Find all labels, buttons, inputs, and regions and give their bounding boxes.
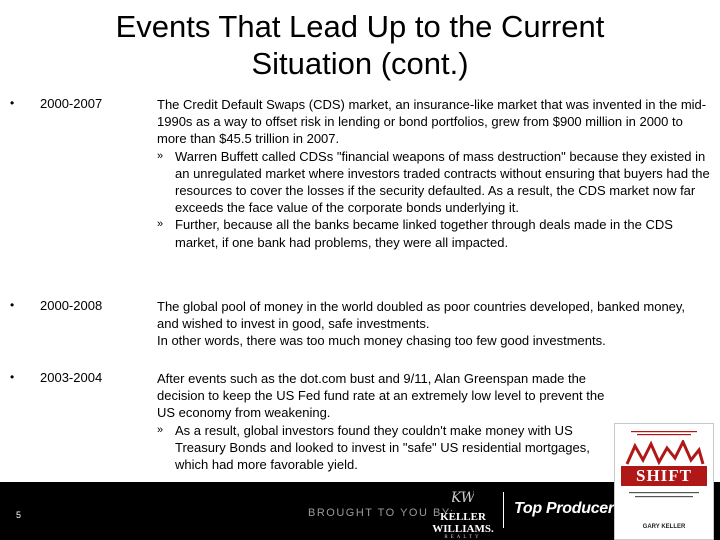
entry-year: 2000-2007	[40, 96, 103, 111]
bullet: •	[10, 370, 15, 384]
sub-bullet: »	[157, 423, 164, 436]
kw-monogram-icon	[452, 488, 474, 506]
entry-body	[157, 96, 710, 251]
sub-bullet: »	[157, 149, 164, 162]
bullet: •	[10, 298, 15, 312]
sub-point-text: Warren Buffett called CDSs "financial weapons of mass destruction" because they existed in an unregulated market where investors traded contracts without ensuring that buyers had the resources to cover the losses if the security defaulted. As a result, the CDS market now far exceeds the face value of the corporate bonds underlying it.	[175, 148, 710, 216]
keller-williams-logo	[430, 488, 496, 540]
sponsor-label: BROUGHT TO YOU BY:	[308, 507, 455, 519]
top-producer-logo: Top Producer	[514, 500, 614, 517]
kw-name: KELLER WILLIAMS.	[432, 511, 494, 535]
footer-bar	[0, 482, 720, 540]
sub-bullet: »	[157, 218, 164, 231]
book-cover-image	[614, 423, 714, 540]
entry-text-continued: In other words, there was too much money chasing too few good investments.	[157, 333, 606, 349]
entry-year: 2003-2004	[40, 370, 103, 385]
entry-year: 2000-2008	[40, 298, 103, 313]
sub-point	[157, 148, 710, 217]
sub-point	[157, 216, 710, 250]
footer-divider	[503, 492, 504, 528]
kw-realty: REALTY	[444, 535, 482, 540]
book-author: GARY KELLER	[642, 524, 686, 530]
entry-text: The global pool of money in the world doubled as poor countries developed, banked money, and wished to invest in good, safe investments.	[157, 299, 686, 332]
sub-point-text: Further, because all the banks became linked together through deals made in the CDS market, if one bank had problems, they were all impacted.	[175, 217, 673, 250]
svg-text:KW: KW	[452, 490, 474, 506]
slide-title: Events That Lead Up to the Current Situation (cont.)	[115, 9, 605, 81]
book-art-icon	[625, 440, 705, 466]
entry-body	[157, 370, 617, 473]
sub-point	[157, 422, 617, 474]
page-number: 5	[16, 510, 22, 520]
book-subtitle-graphic	[623, 490, 705, 502]
entry-body	[157, 298, 710, 350]
sub-point-text: As a result, global investors found they couldn't make money with US Treasury Bonds and looked to invest in "safe" US residential mortgages, which had more favorable yield.	[175, 422, 590, 473]
book-tagline-graphic	[621, 430, 707, 438]
entry-text: After events such as the dot.com bust and 9/11, Alan Greenspan made the decision to keep the US Fed fund rate at an extremely low level to prevent the US economy from weakening.	[157, 371, 605, 421]
bullet: •	[10, 96, 15, 110]
entry-text: The Credit Default Swaps (CDS) market, an insurance-like market that was invented in the mid-1990s as a way to offset risk in lending or bond portfolios, grew from $900 million in 2000 to more than $45.5 trillion in 2007.	[157, 97, 707, 147]
book-title: SHIFT	[635, 466, 693, 485]
